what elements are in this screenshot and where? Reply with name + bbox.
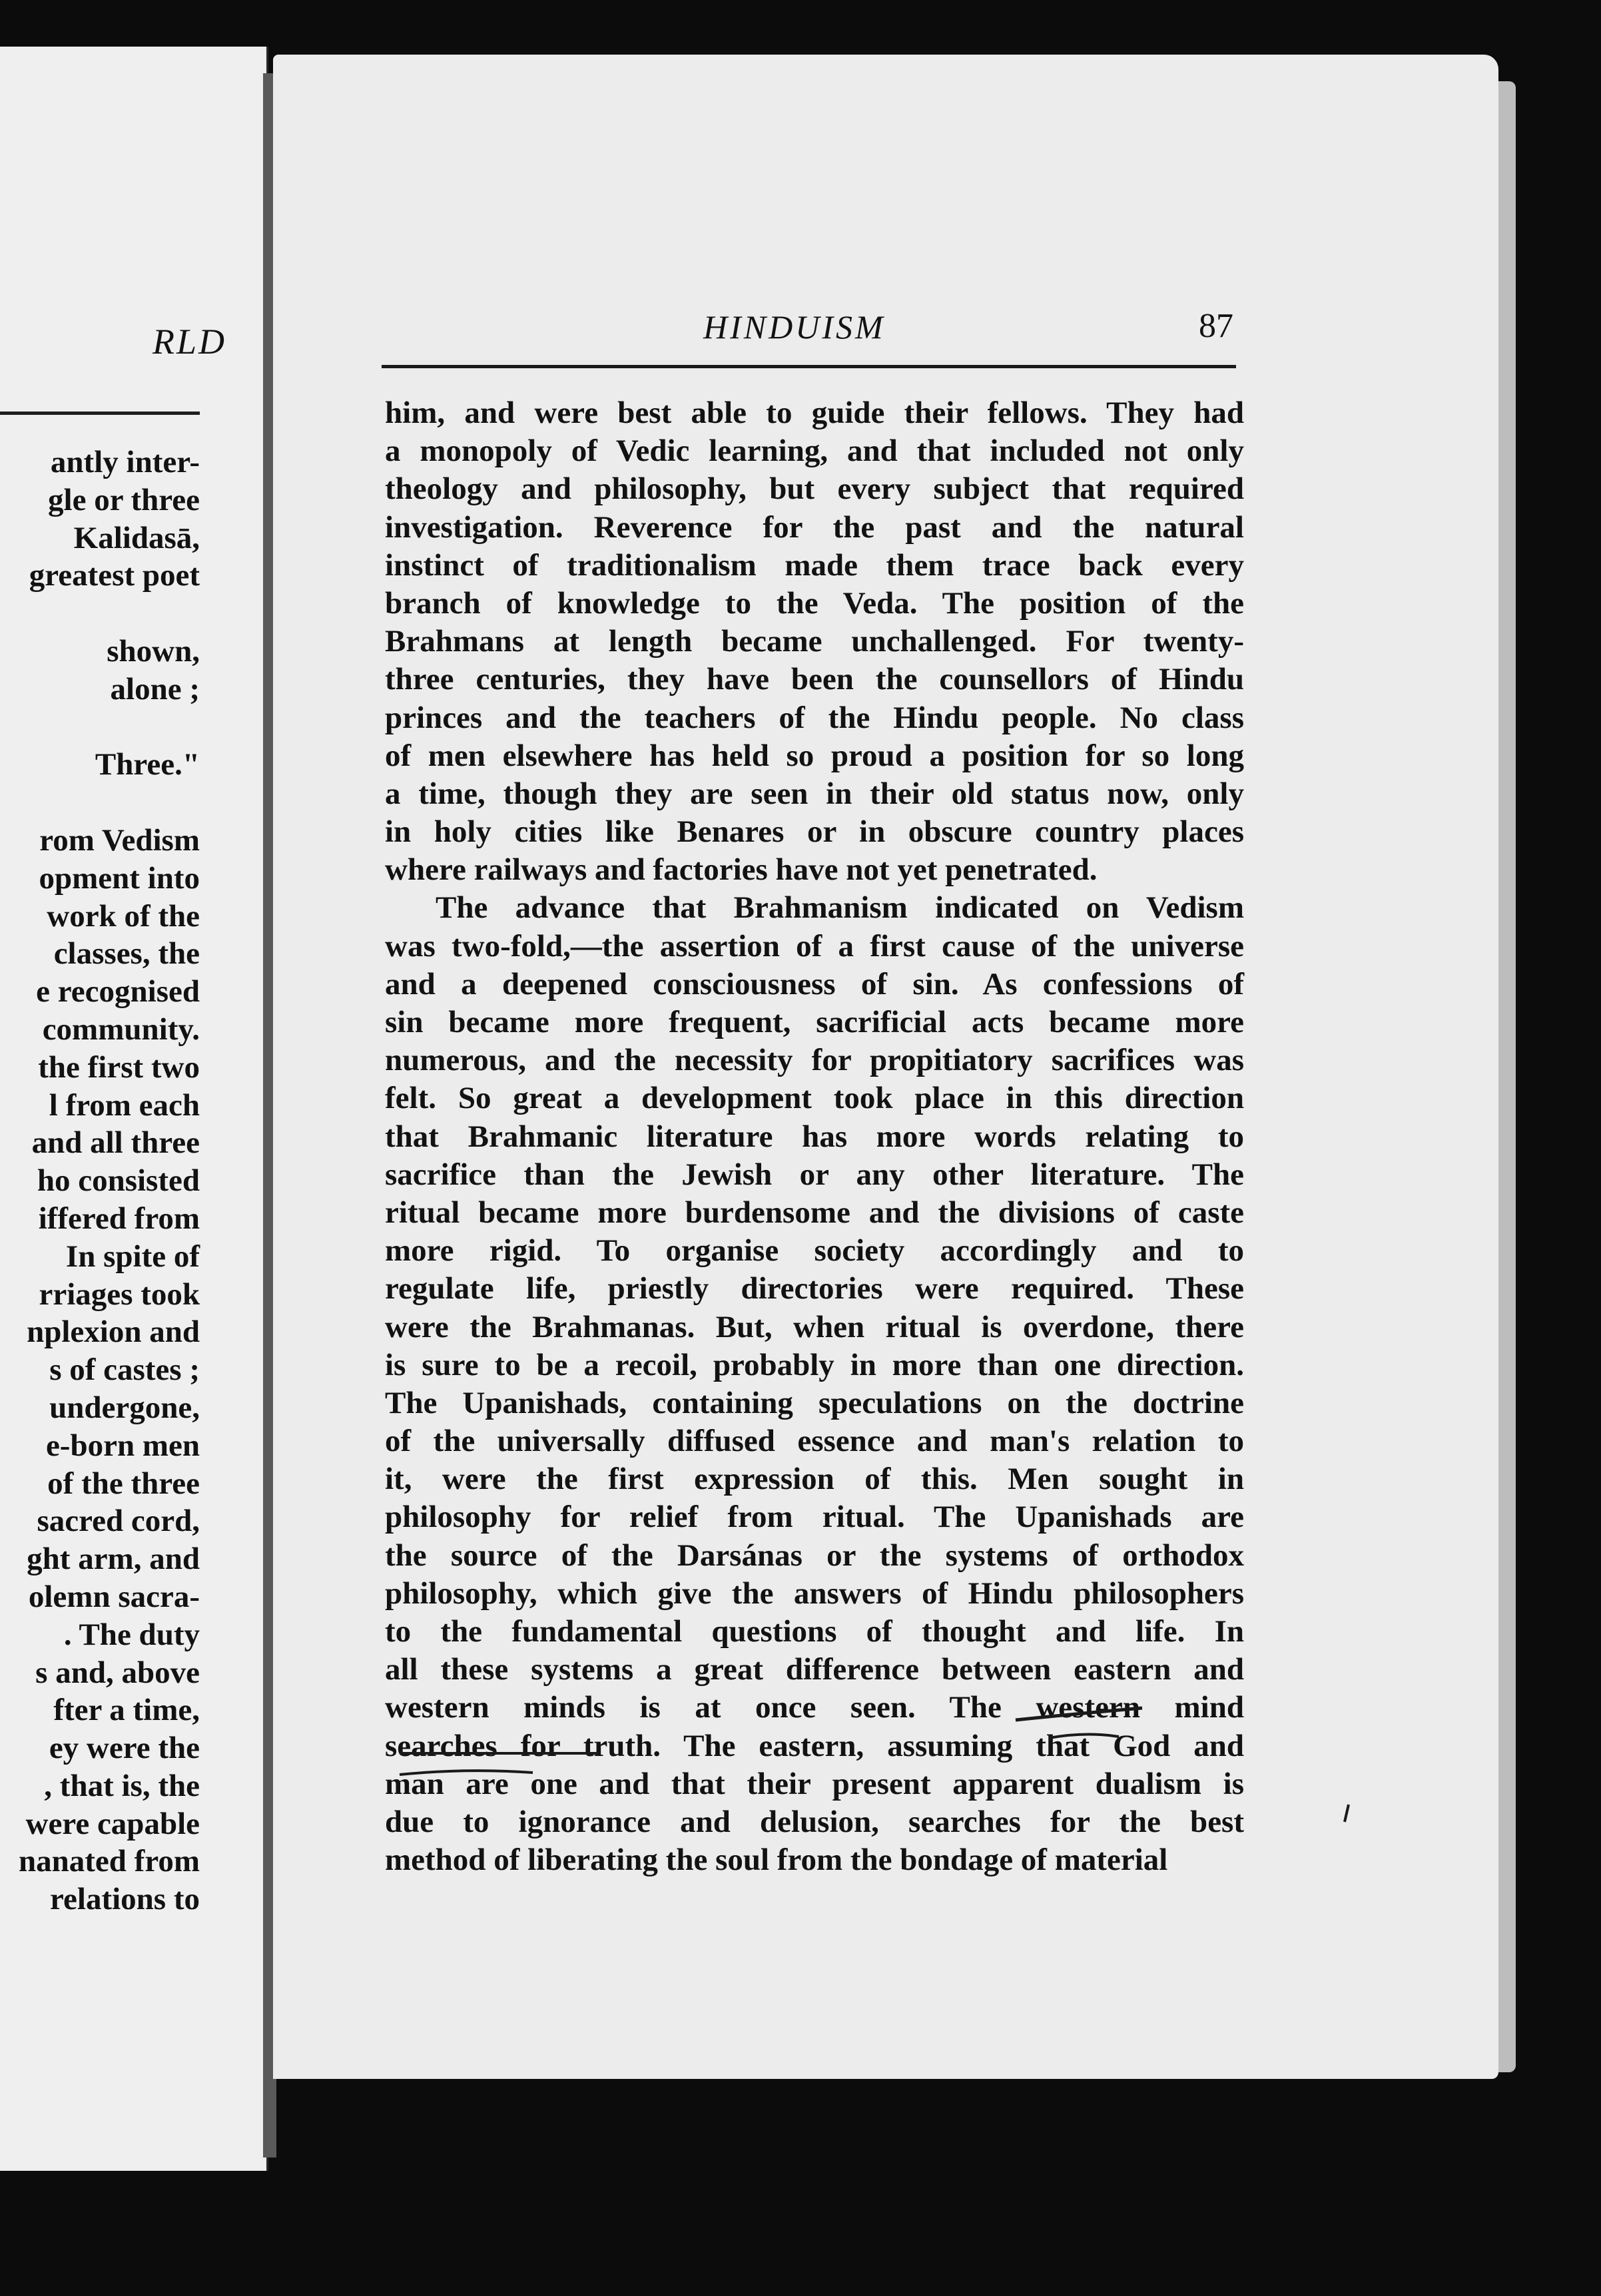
text-line: branch of knowledge to the Veda. The position of the [385, 585, 1244, 621]
text-line: of the universally diffused essence and man's relation to [385, 1424, 1244, 1459]
text-line: it, were the first expression of this. Men sought in [385, 1462, 1244, 1497]
text-line: philosophy for relief from ritual. The Upanishads are [385, 1500, 1244, 1535]
left-text-line: iffered from [38, 1201, 200, 1236]
left-text-line: e recognised [36, 974, 200, 1009]
left-text-line: ght arm, and [27, 1542, 200, 1577]
left-text-line: rriages took [39, 1277, 200, 1312]
left-text-line [0, 784, 200, 822]
left-text-line: greatest poet [29, 558, 200, 593]
left-text-line: alone ; [110, 671, 200, 707]
text-line: western minds is at once seen. The western mind [385, 1690, 1244, 1725]
text-line: all these systems a great difference between eastern and [385, 1652, 1244, 1687]
text-line: where railways and factories have not yet penetrated. [385, 852, 1098, 888]
left-text-line: e-born men [45, 1428, 200, 1463]
left-text-line: , that is, the [44, 1768, 200, 1803]
left-text-line: olemn sacra- [28, 1579, 200, 1614]
text-line: a monopoly of Vedic learning, and that included not only [385, 433, 1244, 469]
left-text-line: antly inter- [50, 445, 200, 479]
text-line: Brahmans at length became unchallenged. For twenty- [385, 624, 1244, 659]
running-head: HINDUISM [703, 308, 886, 346]
text-line: philosophy, which give the answers of Hindu philosophers [385, 1576, 1244, 1611]
text-line: sin became more frequent, sacrificial acts became more [385, 1005, 1244, 1039]
text-line: the source of the Darsánas or the systems of orthodox [385, 1538, 1244, 1573]
left-text-line: classes, the [53, 936, 200, 972]
text-line: investigation. Reverence for the past and the natural [385, 509, 1244, 545]
text-line: of men elsewhere has held so proud a position for so long [385, 738, 1244, 773]
left-text-line [0, 709, 200, 746]
text-line: to the fundamental questions of thought and life. In [385, 1614, 1244, 1649]
left-text-line: rom Vedism [39, 822, 200, 858]
text-line: is sure to be a recoil, probably in more than one direction. [385, 1347, 1244, 1382]
text-line: ritual became more burdensome and the divisions of caste [385, 1195, 1244, 1230]
text-line: that Brahmanic literature has more words relating to [385, 1119, 1244, 1154]
text-line: theology and philosophy, but every subject that required [385, 471, 1244, 507]
left-text-line: community. [42, 1011, 200, 1047]
text-line: method of liberating the soul from the bondage of material [385, 1843, 1168, 1878]
left-text-line: ey were the [49, 1731, 200, 1766]
text-line: and a deepened consciousness of sin. As confessions of [385, 966, 1244, 1002]
left-text-line: Three." [95, 747, 200, 782]
left-running-head: RLD [152, 322, 226, 362]
text-line: him, and were best able to guide their fellows. They had [385, 396, 1244, 430]
left-text-line: opment into [39, 860, 200, 896]
left-text-line: sacred cord, [37, 1504, 200, 1539]
left-text-line: undergone, [49, 1390, 200, 1425]
left-text-line: l from each [49, 1087, 200, 1123]
left-text-line: nplexion and [27, 1314, 200, 1350]
text-line: in holy cities like Benares or in obscure country places [385, 814, 1244, 850]
left-text-line [0, 595, 200, 633]
left-text-line: s and, above [35, 1655, 200, 1690]
text-line: The advance that Brahmanism indicated on Vedism [436, 890, 1244, 926]
text-line: felt. So great a development took place in this direction [385, 1081, 1244, 1116]
text-line: due to ignorance and delusion, searches for the best [385, 1804, 1244, 1839]
text-line: was two-fold,—the assertion of a first cause of the universe [385, 928, 1244, 964]
left-text-line: nanated from [19, 1844, 200, 1879]
text-line: numerous, and the necessity for propitiatory sacrifices was [385, 1043, 1244, 1078]
left-page [0, 47, 268, 2171]
text-line: a time, though they are seen in their old status now, only [385, 776, 1244, 811]
text-line: princes and the teachers of the Hindu people. No class [385, 700, 1244, 735]
left-text-line: In spite of [65, 1239, 200, 1274]
left-text-line: shown, [107, 633, 200, 669]
text-line: more rigid. To organise society accordingly and to [385, 1233, 1244, 1269]
left-text-line: s of castes ; [49, 1352, 200, 1388]
text-line: sacrifice than the Jewish or any other literature. The [385, 1157, 1244, 1192]
left-text-line: the first two [38, 1049, 200, 1085]
left-text-line: relations to [50, 1882, 200, 1917]
left-text-line: . The duty [63, 1617, 200, 1652]
text-line: regulate life, priestly directories were required. These [385, 1271, 1244, 1306]
left-text-line: work of the [47, 898, 200, 934]
text-line: were the Brahmanas. But, when ritual is overdone, there [385, 1309, 1244, 1344]
left-page-text [0, 443, 200, 1918]
text-line: man are one and that their present apparent dualism is [385, 1766, 1244, 1801]
head-rule [382, 365, 1236, 368]
left-text-line: fter a time, [53, 1693, 200, 1728]
left-text-line: and all three [31, 1125, 200, 1161]
left-text-line: ho consisted [37, 1163, 200, 1199]
left-text-line: gle or three [48, 482, 200, 517]
body-text [385, 394, 1244, 1879]
text-line: The Upanishads, containing speculations on the doctrine [385, 1385, 1244, 1420]
text-line: searches for truth. The eastern, assuming that God and [385, 1728, 1244, 1763]
page-number: 87 [1199, 307, 1233, 345]
left-head-rule [0, 412, 200, 415]
text-line: instinct of traditionalism made them trace back every [385, 547, 1244, 583]
left-text-line: Kalidasā, [73, 520, 200, 555]
left-text-line: of the three [47, 1466, 200, 1501]
text-line: three centuries, they have been the counsellors of Hindu [385, 662, 1244, 697]
left-text-line: were capable [25, 1806, 200, 1841]
